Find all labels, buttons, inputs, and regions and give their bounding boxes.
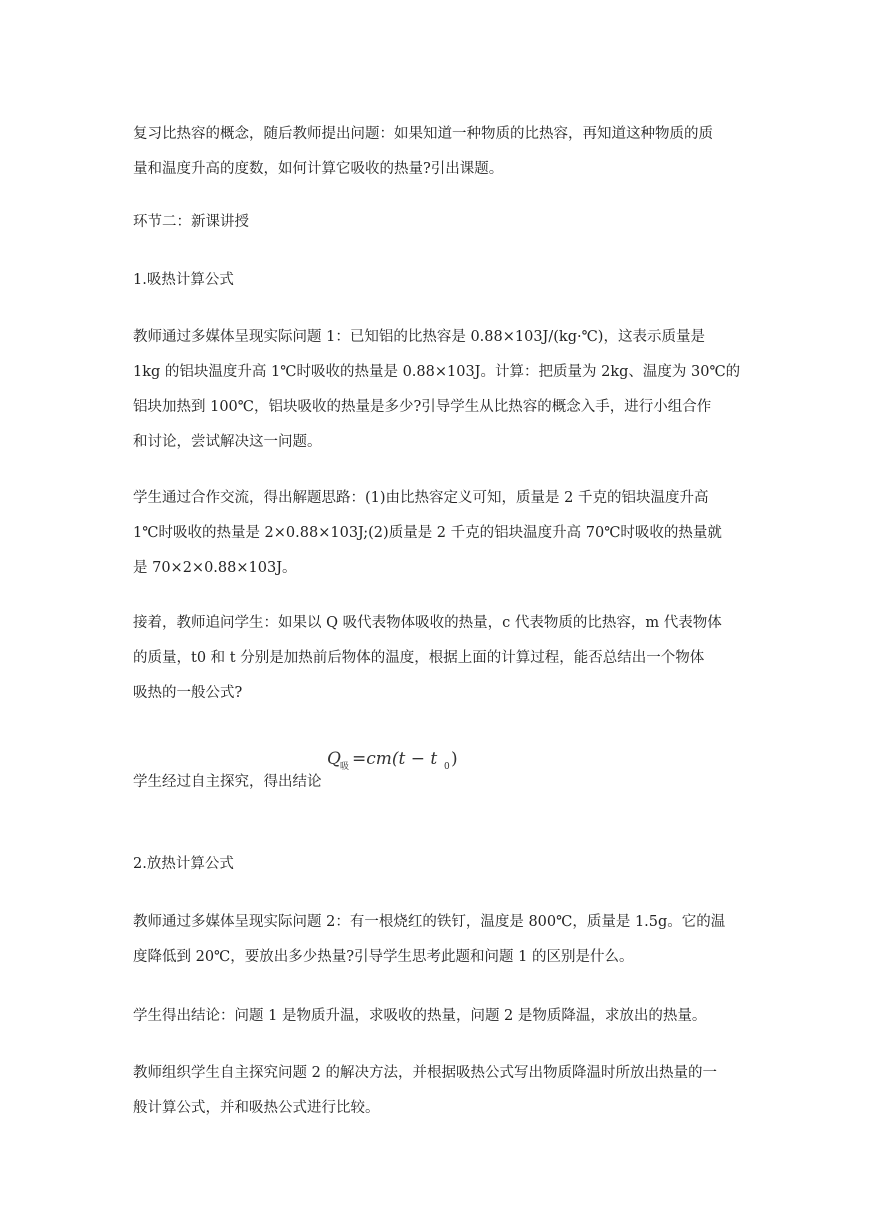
text-line: 量和温度升高的度数，如何计算它吸收的热量?引出课题。 (133, 161, 504, 177)
text-line: 1kg 的铝块温度升高 1℃时吸收的热量是 0.88×103J。计算：把质量为 2kg、温度为 30℃的 (133, 364, 741, 380)
text-line: 教师组织学生自主探究问题 2 的解决方法，并根据吸热公式写出物质降温时所放出热量的一 (133, 1065, 717, 1081)
intro-paragraph (133, 117, 743, 187)
formula-q: Q (327, 749, 341, 769)
text-line: 吸热的一般公式? (133, 685, 243, 701)
formula-subscript-absorb: 吸 (340, 762, 350, 772)
absorb-heat-formula (325, 744, 465, 774)
text-line: 接着，教师追问学生：如果以 Q 吸代表物体吸收的热量，c 代表物质的比热容，m 代表物体 (133, 615, 722, 631)
formula-close-paren: ) (451, 749, 458, 769)
conclusion-label: 学生经过自主探究，得出结论 (133, 774, 322, 790)
text-line: 的质量，t0 和 t 分别是加热前后物体的温度，根据上面的计算过程，能否总结出一个物体 (133, 650, 705, 666)
teacher-organize-paragraph (133, 1056, 743, 1126)
formula-subscript-zero: 0 (444, 762, 450, 772)
text-line: 和讨论，尝试解决这一问题。 (133, 434, 322, 450)
text-line: 教师通过多媒体呈现实际问题 2：有一根烧红的铁钉，温度是 800℃，质量是 1.5g。它的温 (133, 914, 726, 930)
text-line: 1℃时吸收的热量是 2×0.88×103J;(2)质量是 2 千克的铝块温度升高 70℃时吸收的热量就 (133, 525, 722, 541)
student-conclusion2-paragraph: 学生得出结论：问题 1 是物质升温，求吸收的热量，问题 2 是物质降温，求放出的热量。 (133, 1008, 707, 1024)
subsection-heading-absorb: 1.吸热计算公式 (133, 272, 234, 288)
teacher-followup-paragraph (133, 606, 743, 711)
section-heading: 环节二：新课讲授 (133, 214, 249, 230)
text-line: 般计算公式，并和吸热公式进行比较。 (133, 1100, 380, 1116)
text-line: 是 70×2×0.88×103J。 (133, 560, 297, 576)
student-reasoning-paragraph (133, 481, 743, 586)
text-line: 学生通过合作交流，得出解题思路：(1)由比热容定义可知，质量是 2 千克的铝块温度升高 (133, 490, 709, 506)
subsection-heading-release: 2.放热计算公式 (133, 856, 234, 872)
text-line: 铝块加热到 100℃，铝块吸收的热量是多少?引导学生从比热容的概念入手，进行小组合作 (133, 399, 712, 415)
text-line: 度降低到 20℃，要放出多少热量?引导学生思考此题和问题 1 的区别是什么。 (133, 949, 634, 965)
problem1-paragraph (133, 320, 743, 460)
formula-rhs: =cm(t − t (352, 749, 438, 769)
text-line: 教师通过多媒体呈现实际问题 1：已知铝的比热容是 0.88×103J/(kg·℃)，这表示质量是 (133, 329, 705, 345)
problem2-paragraph (133, 905, 743, 975)
text-line: 复习比热容的概念，随后教师提出问题：如果知道一种物质的比热容，再知道这种物质的质 (133, 126, 713, 142)
